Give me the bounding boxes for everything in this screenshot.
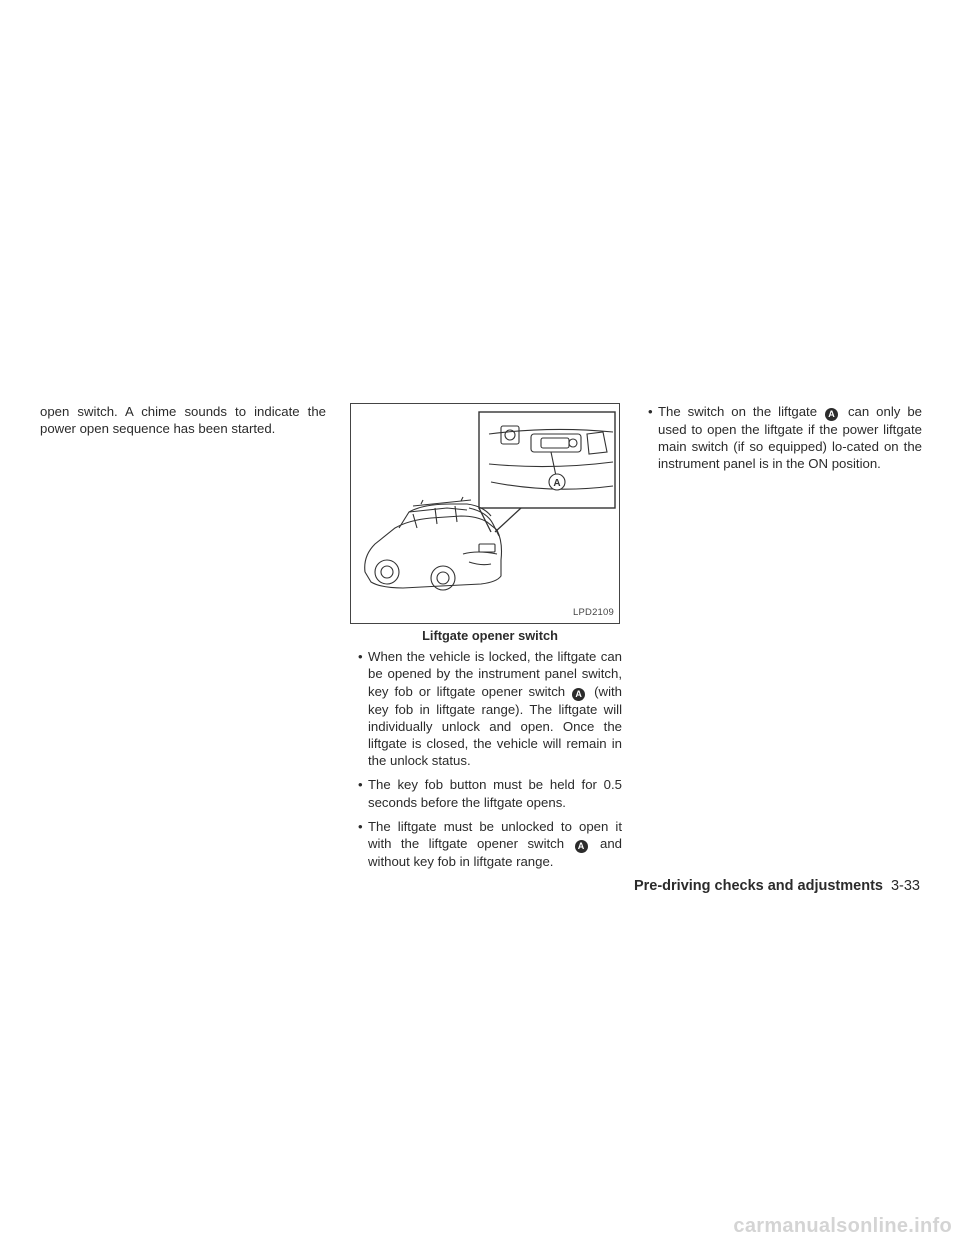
bullet-text-continued: and without key fob in liftgate range.	[368, 836, 622, 870]
callout-marker-a-icon: A	[572, 688, 585, 701]
bullet-text-continued: can only be used to open the liftgate if the power liftgate main switch (if so equipped) lo-cated on the instrument panel is in the ON position.	[658, 404, 922, 472]
callout-marker-a-icon: A	[825, 408, 838, 421]
middle-bullets	[350, 648, 622, 870]
intro-text: open switch. A chime sounds to indicate the power open sequence has been started.	[40, 404, 326, 437]
bullet-text: The switch on the liftgate	[658, 404, 824, 419]
footer-section-title: Pre-driving checks and adjustments	[633, 878, 883, 894]
bullet-text: When the vehicle is locked, the liftgate can be opened by the instrument panel switch, key fob or liftgate opener switch	[368, 649, 622, 699]
bullet-text: The liftgate must be unlocked to open it with the liftgate opener switch	[368, 818, 622, 852]
middle-column	[350, 403, 622, 877]
bullet-item	[350, 818, 622, 870]
liftgate-figure	[350, 403, 620, 624]
right-bullets	[640, 403, 922, 473]
bullet-item	[350, 648, 622, 769]
bullet-marker: •	[648, 404, 653, 419]
right-column	[640, 403, 922, 480]
bullet-item	[350, 776, 622, 810]
bullet-marker: •	[358, 777, 363, 793]
inset-box	[479, 412, 615, 508]
page-number: 3-33	[890, 878, 920, 894]
callout-label-a: A	[553, 478, 561, 489]
bullet-text-continued: (with key fob in liftgate range). The liftgate will individually unlock and open. Once the liftgate is closed, the vehicle will remain in the unlock status.	[368, 683, 623, 769]
intro-paragraph	[40, 403, 326, 437]
bullet-item	[640, 403, 922, 473]
page-footer	[634, 878, 920, 894]
watermark: carmanualsonline.info	[733, 1215, 952, 1237]
liftgate-illustration	[351, 404, 621, 625]
figure-caption: Liftgate opener switch	[422, 628, 558, 643]
bullet-text: The key fob button must be held for 0.5 seconds before the liftgate opens.	[368, 777, 622, 810]
bullet-marker: •	[358, 818, 363, 834]
bullet-marker: •	[358, 649, 363, 665]
callout-marker-a-icon: A	[575, 840, 588, 853]
figure-code: LPD2109	[572, 606, 614, 618]
